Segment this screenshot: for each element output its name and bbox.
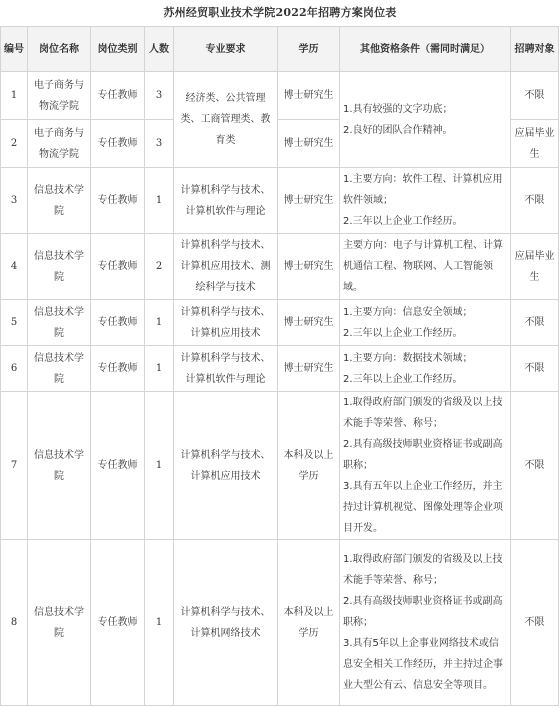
requirement-line: 1.主要方向：信息安全领域； [343, 306, 473, 318]
requirement-line: 1.取得政府部门颁发的省级及以上技术能手等荣誉、称号； [343, 397, 503, 429]
position-name: 信息技术学院 [28, 168, 91, 234]
table-header-row [1, 27, 559, 72]
recruitment-target: 不限 [511, 168, 559, 234]
requirement-line: 主要方向：电子与计算机工程、计算机通信工程、物联网、人工智能领域。 [343, 240, 503, 293]
major-requirement: 计算机科学与技术、计算机软件与理论 [174, 168, 278, 234]
education: 本科及以上学历 [278, 392, 340, 540]
recruitment-target: 不限 [511, 300, 559, 346]
headcount: 1 [145, 540, 174, 706]
header-cell: 招聘对象 [511, 27, 559, 72]
major-requirement: 计算机科学与技术、计算机网络技术 [174, 540, 278, 706]
requirement-line: 3.具有5年以上企事业网络技术或信息安全相关工作经历，并主持过企事业大型公有云、信息安全等项目。 [343, 638, 503, 691]
positions-table [0, 26, 559, 706]
position-category: 专任教师 [91, 392, 145, 540]
header-cell: 专业要求 [174, 27, 278, 72]
requirement-line: 2.三年以上企业工作经历。 [343, 327, 463, 339]
position-name: 电子商务与物流学院 [28, 120, 91, 168]
row-number: 8 [1, 540, 28, 706]
requirement-line: 2.具有高级技师职业资格证书或副高职称； [343, 596, 503, 628]
position-category: 专任教师 [91, 120, 145, 168]
requirement-line: 2.具有高级技师职业资格证书或副高职称； [343, 439, 503, 471]
other-requirements [340, 540, 511, 706]
major-requirement: 计算机科学与技术、计算机应用技术 [174, 300, 278, 346]
header-cell: 人数 [145, 27, 174, 72]
row-number: 4 [1, 234, 28, 300]
row-number: 1 [1, 72, 28, 120]
position-name: 信息技术学院 [28, 234, 91, 300]
education: 博士研究生 [278, 300, 340, 346]
requirement-line: 2.三年以上企业工作经历。 [343, 216, 463, 227]
position-category: 专任教师 [91, 234, 145, 300]
major-requirement: 计算机科学与技术、计算机应用技术、测绘科学与技术 [174, 234, 278, 300]
table-row [1, 234, 559, 300]
header-cell: 编号 [1, 27, 28, 72]
education: 博士研究生 [278, 120, 340, 168]
requirement-line: 2.三年以上企业工作经历。 [343, 373, 463, 385]
headcount: 2 [145, 234, 174, 300]
other-requirements [340, 392, 511, 540]
requirement-line: 3.具有五年以上企业工作经历，并主持过计算机视觉、图像处理等企业项目开发。 [343, 481, 503, 534]
requirement-line: 1.具有较强的文字功底； [343, 103, 453, 115]
recruitment-target: 不限 [511, 540, 559, 706]
position-category: 专任教师 [91, 168, 145, 234]
position-name: 信息技术学院 [28, 300, 91, 346]
requirement-line: 1.主要方向：软件工程、计算机应用软件领域； [343, 174, 503, 206]
header-cell: 岗位类别 [91, 27, 145, 72]
row-number: 6 [1, 346, 28, 392]
position-name: 信息技术学院 [28, 346, 91, 392]
table-row [1, 168, 559, 234]
headcount: 1 [145, 300, 174, 346]
row-number: 3 [1, 168, 28, 234]
major-requirement: 计算机科学与技术、计算机软件与理论 [174, 346, 278, 392]
table-row [1, 346, 559, 392]
requirement-line: 1.取得政府部门颁发的省级及以上技术能手等荣誉、称号； [343, 554, 503, 586]
header-cell: 岗位名称 [28, 27, 91, 72]
position-name: 信息技术学院 [28, 540, 91, 706]
education: 博士研究生 [278, 72, 340, 120]
headcount: 1 [145, 346, 174, 392]
table-row [1, 392, 559, 540]
position-name: 电子商务与物流学院 [28, 72, 91, 120]
education: 本科及以上学历 [278, 540, 340, 706]
row-number: 7 [1, 392, 28, 540]
position-category: 专任教师 [91, 346, 145, 392]
requirement-line: 2.良好的团队合作精神。 [343, 124, 453, 136]
other-requirements [340, 234, 511, 300]
position-category: 专任教师 [91, 540, 145, 706]
recruitment-target: 应届毕业生 [511, 120, 559, 168]
headcount: 1 [145, 392, 174, 540]
table-row [1, 72, 559, 120]
other-requirements [340, 168, 511, 234]
headcount: 3 [145, 72, 174, 120]
table-row [1, 300, 559, 346]
major-requirement: 计算机科学与技术、计算机应用技术 [174, 392, 278, 540]
header-cell: 其他资格条件（需同时满足） [340, 27, 511, 72]
row-number: 5 [1, 300, 28, 346]
position-category: 专任教师 [91, 72, 145, 120]
recruitment-target: 不限 [511, 72, 559, 120]
education: 博士研究生 [278, 346, 340, 392]
recruitment-target: 不限 [511, 392, 559, 540]
headcount: 1 [145, 168, 174, 234]
row-number: 2 [1, 120, 28, 168]
table-row [1, 540, 559, 706]
major-requirement: 经济类、公共管理类、工商管理类、教育类 [174, 72, 278, 168]
other-requirements [340, 300, 511, 346]
page-title: 苏州经贸职业技术学院2022年招聘方案岗位表 [163, 6, 397, 19]
other-requirements [340, 346, 511, 392]
position-category: 专任教师 [91, 300, 145, 346]
education: 博士研究生 [278, 234, 340, 300]
education: 博士研究生 [278, 168, 340, 234]
requirement-line: 1.主要方向：数据技术领域； [343, 352, 473, 364]
recruitment-target: 应届毕业生 [511, 234, 559, 300]
position-name: 信息技术学院 [28, 392, 91, 540]
headcount: 3 [145, 120, 174, 168]
header-cell: 学历 [278, 27, 340, 72]
other-requirements [340, 72, 511, 168]
recruitment-target: 不限 [511, 346, 559, 392]
